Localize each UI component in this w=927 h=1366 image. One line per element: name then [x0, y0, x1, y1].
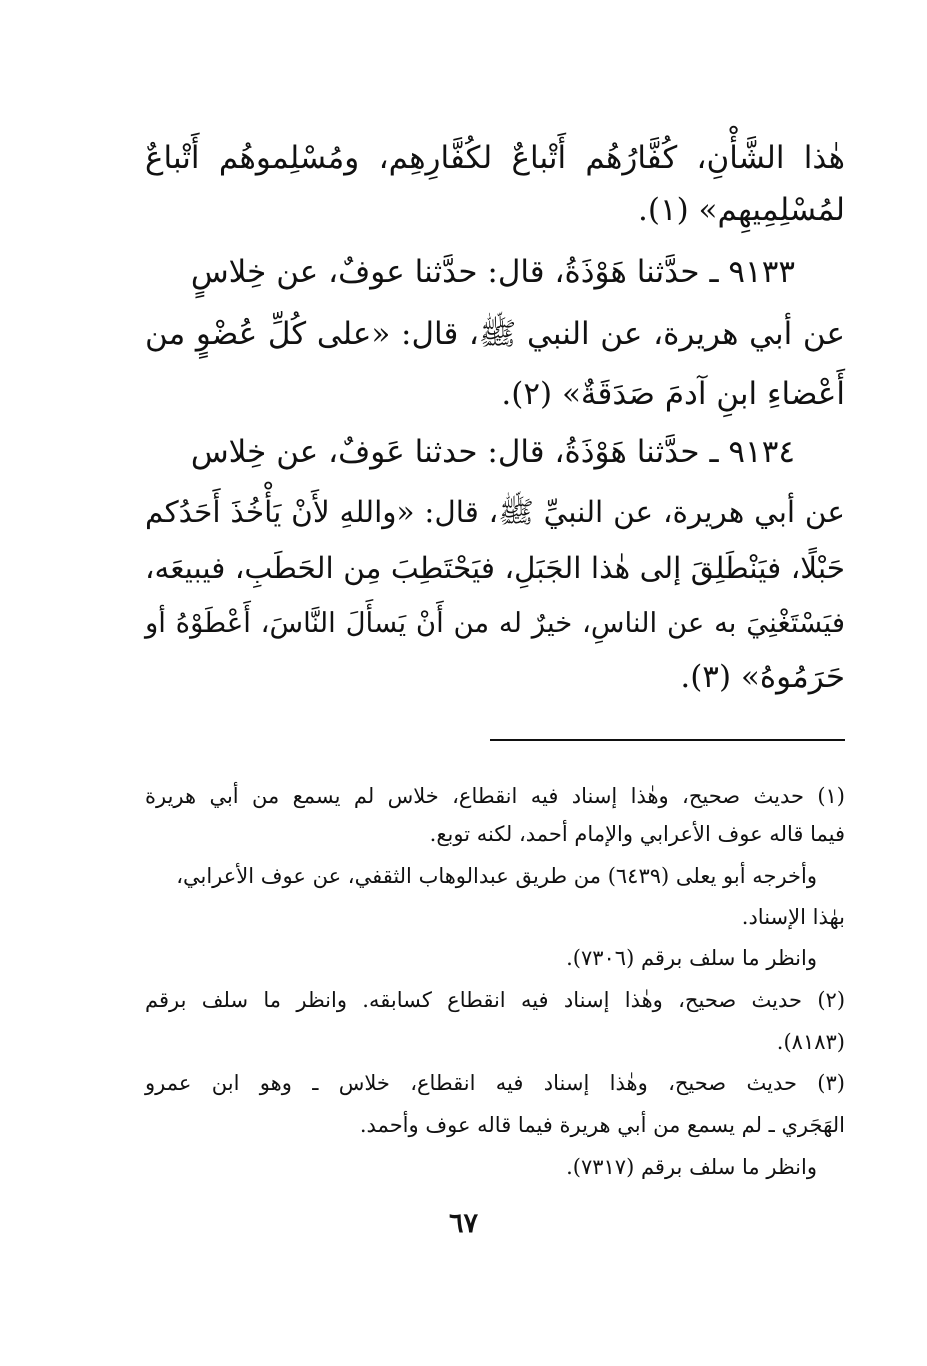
footnote-2-line-1: (٢) حديث صحيح، وهٰذا إسناد فيه انقطاع كسابقه. وانظر ما سلف برقم: [145, 988, 846, 1012]
hadith-9133-heading: ٩١٣٣ ـ حدَّثنا هَوْذَةُ، قال: حدَّثنا عوفٌ، عن خِلاسٍ: [190, 254, 795, 290]
footnote-3-line-3: وانظر ما سلف برقم (٧٣١٧).: [566, 1155, 817, 1179]
main-text-line-10: حَرَمُوهُ» (٣).: [680, 659, 845, 695]
footnote-separator: [490, 739, 845, 741]
footnote-1-line-1: (١) حديث صحيح، وهٰذا إسناد فيه انقطاع، خلاس لم يسمع من أبي هريرة: [145, 784, 845, 808]
main-text-line-8: حَبْلًا، فيَنْطَلِقَ إلى هٰذا الجَبَلِ، فيَحْتَطِبَ مِن الحَطَبِ، فيبيعَه،: [145, 551, 845, 585]
page-number: ٦٧: [448, 1208, 478, 1239]
main-text-line-7: عن أبي هريرة، عن النبيِّ ﷺ، قال: «واللهِ لأَنْ يَأْخُذَ أَحَدُكم: [145, 495, 845, 529]
main-text-line-2: لمُسْلِمِيهِم» (١).: [637, 192, 845, 228]
footnote-3-line-2: الهَجَري ـ لم يسمع من أبي هريرة فيما قاله عوف وأحمد.: [359, 1113, 845, 1137]
main-text-line-9: فيَسْتَغْنِيَ به عن الناسِ، خيرٌ له من أَنْ يَسأَلَ النَّاسَ، أَعْطَوْهُ أو: [145, 607, 845, 639]
hadith-9134-heading: ٩١٣٤ ـ حدَّثنا هَوْذَةُ، قال: حدثنا عَوفٌ، عن خِلاس: [190, 434, 795, 470]
footnote-1-line-2: فيما قاله عوف الأعرابي والإمام أحمد، لكنه توبع.: [429, 822, 845, 846]
footnote-2-line-2: (٨١٨٣).: [776, 1030, 845, 1054]
footnote-3-line-1: (٣) حديث صحيح، وهٰذا إسناد فيه انقطاع، خلاس ـ وهو ابن عمرو: [145, 1071, 845, 1095]
main-text-line-1: هٰذا الشَّأْنِ، كُفَّارُهُم أَتْباعٌ لكُفَّارِهِم، ومُسْلِموهُم أَتْباعٌ: [145, 140, 845, 176]
footnote-1-line-3: وأخرجه أبو يعلى (٦٤٣٩) من طريق عبدالوهاب الثقفي، عن عوف الأعرابي،: [176, 864, 817, 888]
main-text-line-4: عن أبي هريرة، عن النبي ﷺ، قال: «على كُلِّ عُضْوٍ من: [145, 316, 845, 352]
main-text-line-5: أَعْضاءِ ابنِ آدمَ صَدَقَةٌ» (٢).: [501, 376, 845, 412]
footnote-1-line-4: بهٰذا الإسناد.: [741, 905, 845, 929]
footnote-1-line-5: وانظر ما سلف برقم (٧٣٠٦).: [566, 946, 817, 970]
